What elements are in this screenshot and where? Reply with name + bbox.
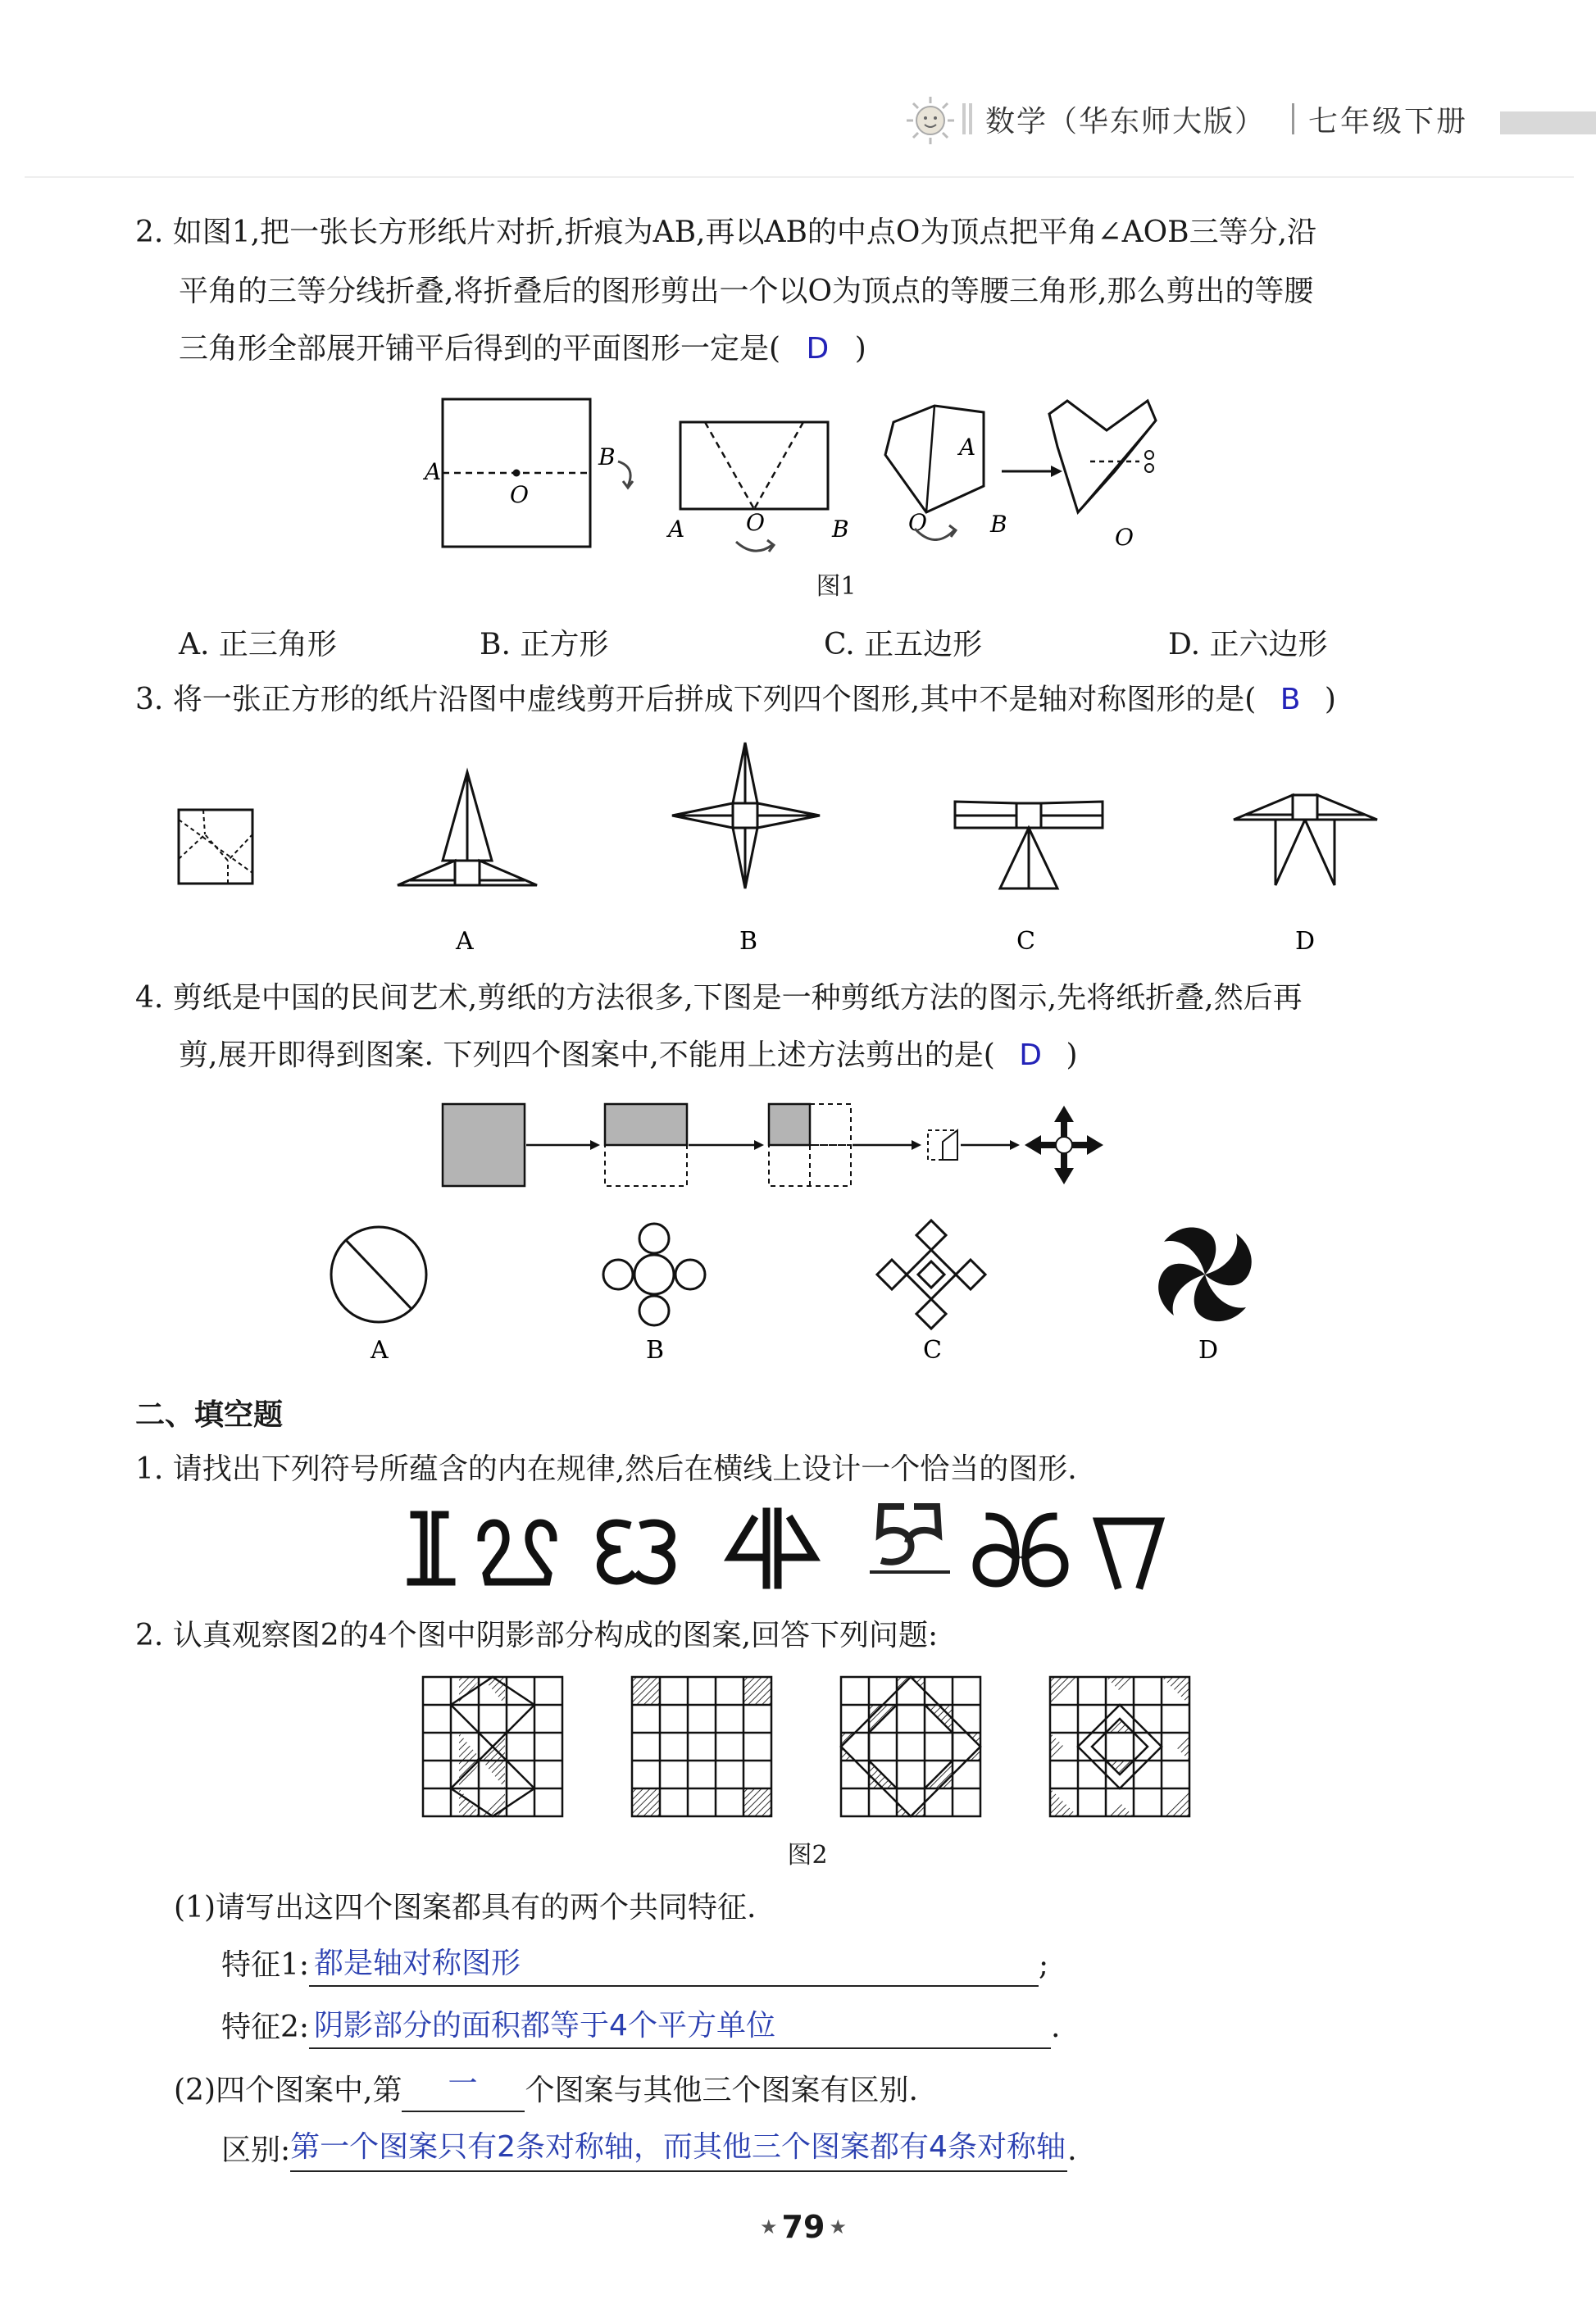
figure-1	[418, 389, 1205, 570]
page-number: 79	[781, 2209, 825, 2245]
four-arrow-pattern-icon	[1025, 1106, 1103, 1184]
q3-shape-b	[672, 743, 820, 888]
grid-pattern-3	[841, 1677, 980, 1816]
sun-logo-icon	[905, 95, 956, 146]
f2-text: 2. 认真观察图2的4个图中阴影部分构成的图案,回答下列问题:	[135, 1619, 939, 1652]
f1-text: 1. 请找出下列符号所蕴含的内在规律,然后在横线上设计一个恰当的图形.	[135, 1452, 1077, 1486]
section-title: 二、填空题	[135, 1398, 284, 1432]
figure-q3	[164, 738, 1410, 951]
q4-option-c-diamonds-icon	[877, 1220, 985, 1329]
q3-label-b: B	[739, 927, 758, 951]
f2-part2: (2)四个图案中,第 一 个图案与其他三个图案有区别.	[174, 2070, 918, 2112]
header-subject: 数学（华东师大版）	[985, 105, 1266, 139]
q4-line2: 剪,展开即得到图案. 下列四个图案中,不能用上述方法剪出的是( D )	[179, 1038, 1078, 1072]
q3-shape-d	[1234, 795, 1377, 885]
feature1-row: 特征1: 都是轴对称图形 ;	[221, 1944, 1048, 1987]
svg-text:B: B	[646, 1336, 665, 1365]
svg-text:B: B	[832, 516, 849, 543]
q2-line2: 平角的三等分线折叠,将折叠后的图形剪出一个以O为顶点的等腰三角形,那么剪出的等腰	[179, 275, 1314, 308]
q2-line1: 2. 如图1,把一张长方形纸片对折,折痕为AB,再以AB的中点O为顶点把平角∠AOB三等分,沿	[135, 216, 1317, 249]
figure-q4-options	[311, 1193, 1295, 1373]
grid-pattern-2	[632, 1677, 771, 1816]
q2-answer: D	[806, 332, 830, 366]
star-left-icon: ★	[759, 2215, 778, 2238]
feature1-answer: 都是轴对称图形	[314, 1947, 521, 1980]
svg-text:O: O	[746, 509, 765, 536]
q3-square-icon	[179, 810, 252, 884]
q3-text: 3. 将一张正方形的纸片沿图中虚线剪开后拼成下列四个图形,其中不是轴对称图形的是( B )	[135, 683, 1336, 716]
svg-text:A: A	[668, 516, 685, 543]
svg-text:C: C	[923, 1336, 942, 1365]
q2-option-c: C. 正五边形	[824, 628, 983, 661]
star-right-icon: ★	[829, 2215, 848, 2238]
figure-1-caption: 图1	[816, 572, 857, 601]
difference-row: 区别: 第一个图案只有2条对称轴，而其他三个图案都有4条对称轴 .	[221, 2129, 1077, 2172]
figure-2	[418, 1672, 1197, 1828]
svg-text:A: A	[371, 1336, 389, 1365]
symbol-sequence	[406, 1500, 1209, 1598]
svg-text:B: B	[990, 511, 1007, 538]
p2-answer: 一	[448, 2067, 478, 2101]
fig1-label-B: B	[598, 443, 616, 470]
q4-option-b-circles-icon	[603, 1224, 705, 1325]
q2-line3: 三角形全部展开铺平后得到的平面图形一定是( D )	[179, 332, 866, 366]
q3-label-c: C	[1016, 927, 1035, 951]
svg-text:A: A	[959, 434, 976, 461]
figure-2-caption: 图2	[787, 1841, 828, 1870]
q2-option-b: B. 正方形	[480, 628, 609, 661]
q4-option-d-pinwheel-icon	[1158, 1228, 1252, 1322]
q3-label-a: A	[456, 927, 474, 951]
q2-option-d: D. 正六边形	[1168, 628, 1328, 661]
difference-answer: 第一个图案只有2条对称轴，而其他三个图案都有4条对称轴	[290, 2130, 1066, 2164]
q3-answer: B	[1280, 683, 1301, 716]
fig1-label-A: A	[425, 458, 442, 485]
page-number-footer	[754, 2209, 853, 2245]
feature2-answer: 阴影部分的面积都等于4个平方单位	[314, 2009, 775, 2043]
fig1-label-O: O	[510, 481, 529, 508]
grid-pattern-4	[1050, 1677, 1189, 1816]
q4-option-a-circle-icon	[331, 1227, 426, 1322]
header-grade: 七年级下册	[1308, 105, 1469, 139]
page-header	[893, 89, 1596, 154]
figure-q4-process	[434, 1094, 1139, 1197]
q3-label-d: D	[1295, 927, 1316, 951]
q4-line1: 4. 剪纸是中国的民间艺术,剪纸的方法很多,下图是一种剪纸方法的图示,先将纸折叠,然后再	[135, 981, 1303, 1015]
q4-answer: D	[1019, 1038, 1043, 1072]
f2-part1: (1)请写出这四个图案都具有的两个共同特征.	[174, 1891, 757, 1924]
q3-shape-c	[955, 802, 1103, 888]
svg-text:D: D	[1198, 1336, 1219, 1365]
grid-pattern-1	[423, 1677, 562, 1816]
feature2-row: 特征2: 阴影部分的面积都等于4个平方单位 .	[221, 2006, 1061, 2049]
q3-shape-a	[398, 772, 537, 885]
svg-text:O: O	[908, 509, 927, 536]
svg-text:O: O	[1115, 524, 1134, 551]
q2-option-a: A. 正三角形	[179, 628, 337, 661]
